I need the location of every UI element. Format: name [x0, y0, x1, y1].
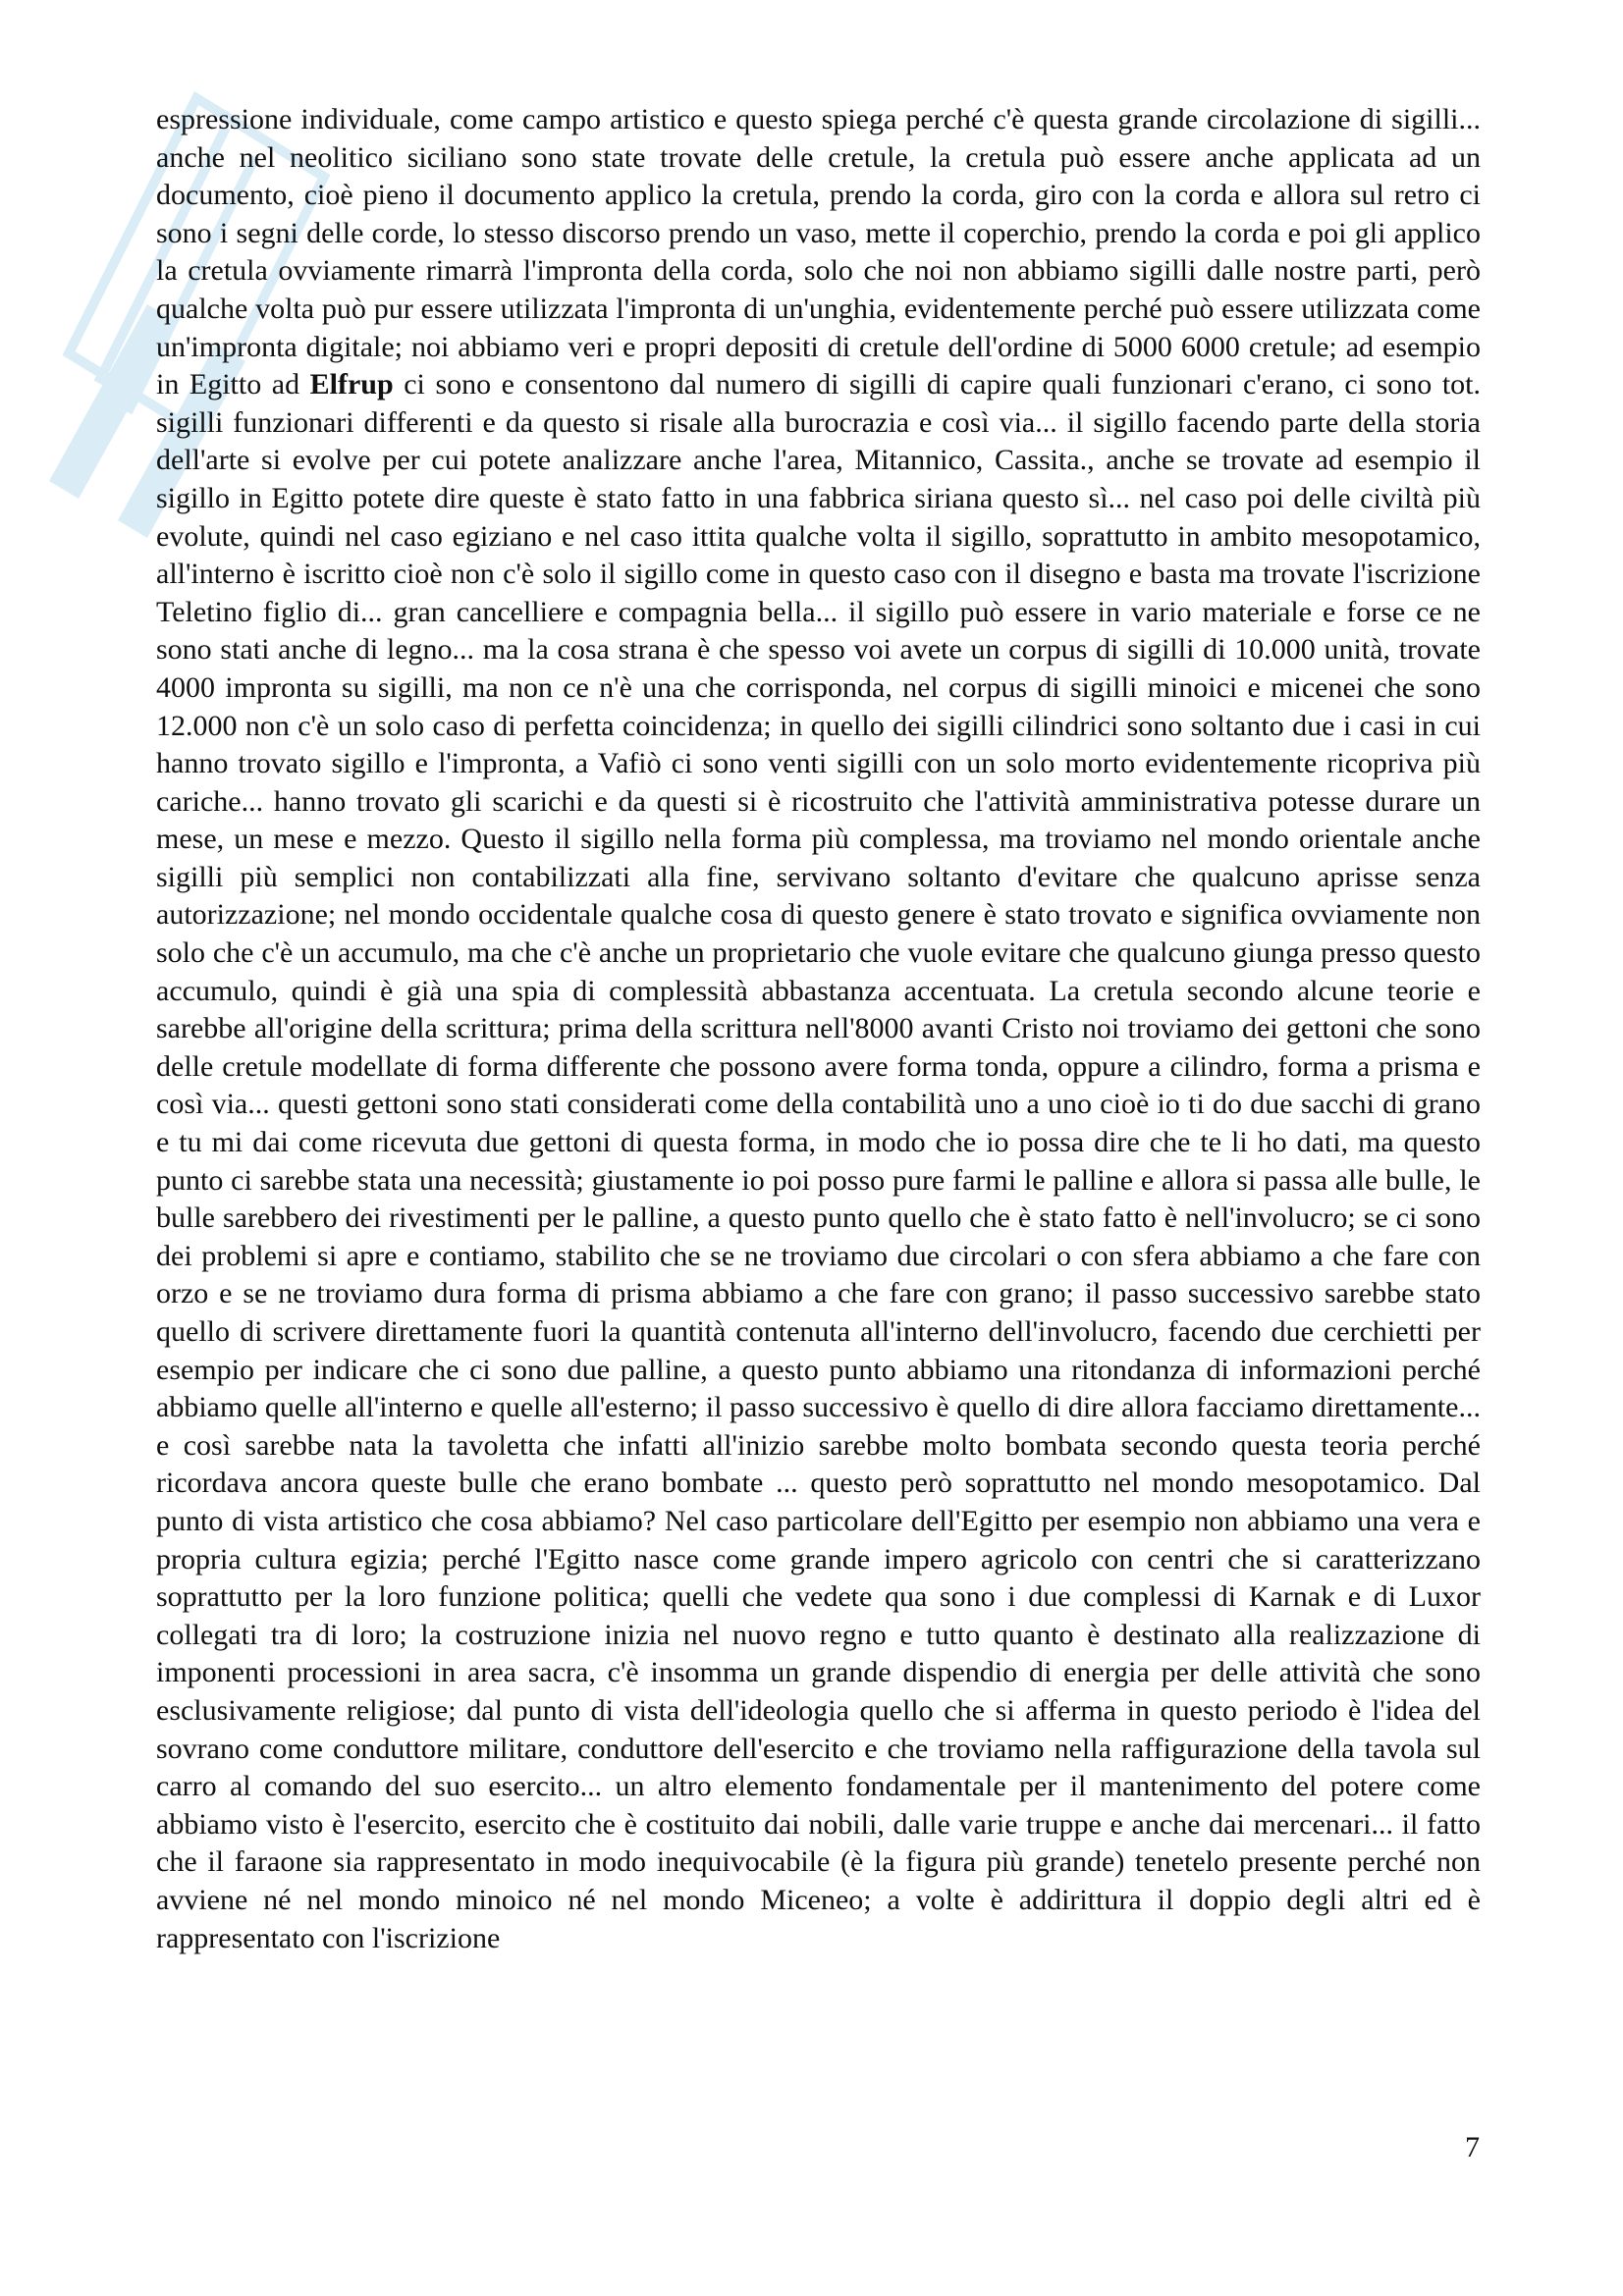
page-number: 7	[1465, 2131, 1480, 2163]
bold-place-name: Elfrup	[309, 368, 394, 401]
body-paragraph	[156, 101, 1481, 1957]
body-text-part-1: espressione individuale, come campo artistico e questo spiega perché c'è questa grande circolazione di sigilli... anche nel neolitico siciliano sono state trovate delle cretule, la cretula può essere anche applicata ad un documento, cioè pieno il documento applico la cretula, prendo la corda, giro con la corda e allora sul retro ci sono i segni delle corde, lo stesso discorso prendo un vaso, mette il coperchio, prendo la corda e poi gli applico la cretula ovviamente rimarrà l'impronta della corda, solo che noi non abbiamo sigilli dalle nostre parti, però qualche volta può pur essere utilizzata l'impronta di un'unghia, evidentemente perché può essere utilizzata come un'impronta digitale; noi abbiamo veri e propri depositi di cretule dell'ordine di 5000 6000 cretule; ad esempio in Egitto ad	[156, 103, 1481, 401]
body-text-part-2: ci sono e consentono dal numero di sigilli di capire quali funzionari c'erano, ci sono tot. sigilli funzionari differenti e da questo si risale alla burocrazia e così via... il sigillo facendo parte della storia dell'arte si evolve per cui potete analizzare anche l'area, Mitannico, Cassita., anche se trovate ad esempio il sigillo in Egitto potete dire queste è stato fatto in una fabbrica siriana questo sì... nel caso poi delle civiltà più evolute, quindi nel caso egiziano e nel caso ittita qualche volta il sigillo, soprattutto in ambito mesopotamico, all'interno è iscritto cioè non c'è solo il sigillo come in questo caso con il disegno e basta ma trovate l'iscrizione Teletino figlio di... gran cancelliere e compagnia bella... il sigillo può essere in vario materiale e forse ce ne sono stati anche di legno... ma la cosa strana è che spesso voi avete un corpus di sigilli di 10.000 unità, trovate 4000 impronta su sigilli, ma non ce n'è una che corrisponda, nel corpus di sigilli minoici e micenei che sono 12.000 non c'è un solo caso di perfetta coincidenza; in quello dei sigilli cilindrici sono soltanto due i casi in cui hanno trovato sigillo e l'impronta, a Vafiò ci sono venti sigilli con un solo morto evidentemente ricopriva più cariche... hanno trovato gli scarichi e da questi si è ricostruito che l'attività amministrativa potesse durare un mese, un mese e mezzo. Questo il sigillo nella forma più complessa, ma troviamo nel mondo orientale anche sigilli più semplici non contabilizzati alla fine, servivano soltanto d'evitare che qualcuno aprisse senza autorizzazione; nel mondo occidentale qualche cosa di questo genere è stato trovato e significa ovviamente non solo che c'è un accumulo, ma che c'è anche un proprietario che vuole evitare che qualcuno giunga presso questo accumulo, quindi è già una spia di complessità abbastanza accentuata. La cretula secondo alcune teorie e sarebbe all'origine della scrittura; prima della scrittura nell'8000 avanti Cristo noi troviamo dei gettoni che sono delle cretule modellate di forma differente che possono avere forma tonda, oppure a cilindro, forma a prisma e così via... questi gettoni sono stati considerati come della contabilità uno a uno cioè io ti do due sacchi di grano e tu mi dai come ricevuta due gettoni di questa forma, in modo che io possa dire che te li ho dati, ma questo punto ci sarebbe stata una necessità; giustamente io poi posso pure farmi le palline e allora si passa alle bulle, le bulle sarebbero dei rivestimenti per le palline, a questo punto quello che è stato fatto è nell'involucro; se ci sono dei problemi si apre e contiamo, stabilito che se ne troviamo due circolari o con sfera abbiamo a che fare con orzo e se ne troviamo dura forma di prisma abbiamo a che fare con grano; il passo successivo sarebbe stato quello di scrivere direttamente fuori la quantità contenuta all'interno dell'involucro, facendo due cerchietti per esempio per indicare che ci sono due palline, a questo punto abbiamo una ritondanza di informazioni perché abbiamo quelle all'interno e quelle all'esterno; il passo successivo è quello di dire allora facciamo direttamente... e così sarebbe nata la tavoletta che infatti all'inizio sarebbe molto bombata secondo questa teoria perché ricordava ancora queste bulle che erano bombate ... questo però soprattutto nel mondo mesopotamico. Dal punto di vista artistico che cosa abbiamo? Nel caso particolare dell'Egitto per esempio non abbiamo una vera e propria cultura egizia; perché l'Egitto nasce come grande impero agricolo con centri che si caratterizzano soprattutto per la loro funzione politica; quelli che vedete qua sono i due complessi di Karnak e di Luxor collegati tra di loro; la costruzione inizia nel nuovo regno e tutto quanto è destinato alla realizzazione di imponenti processioni in area sacra, c'è insomma un grande dispendio di energia per delle attività che sono esclusivamente religiose; dal punto di vista dell'ideologia quello che si afferma in questo periodo è l'idea del sovrano come conduttore militare, conduttore dell'esercito e che troviamo nella raffigurazione della tavola sul carro al comando del suo esercito... un altro elemento fondamentale per il mantenimento del potere come abbiamo visto è l'esercito, esercito che è costituito dai nobili, dalle varie truppe e anche dai mercenari... il fatto che il faraone sia rappresentato in modo inequivocabile (è la figura più grande) tenetelo presente perché non avviene né nel mondo minoico né nel mondo Miceneo; a volte è addirittura il doppio degli altri ed è rappresentato con l'iscrizione	[156, 368, 1482, 1954]
